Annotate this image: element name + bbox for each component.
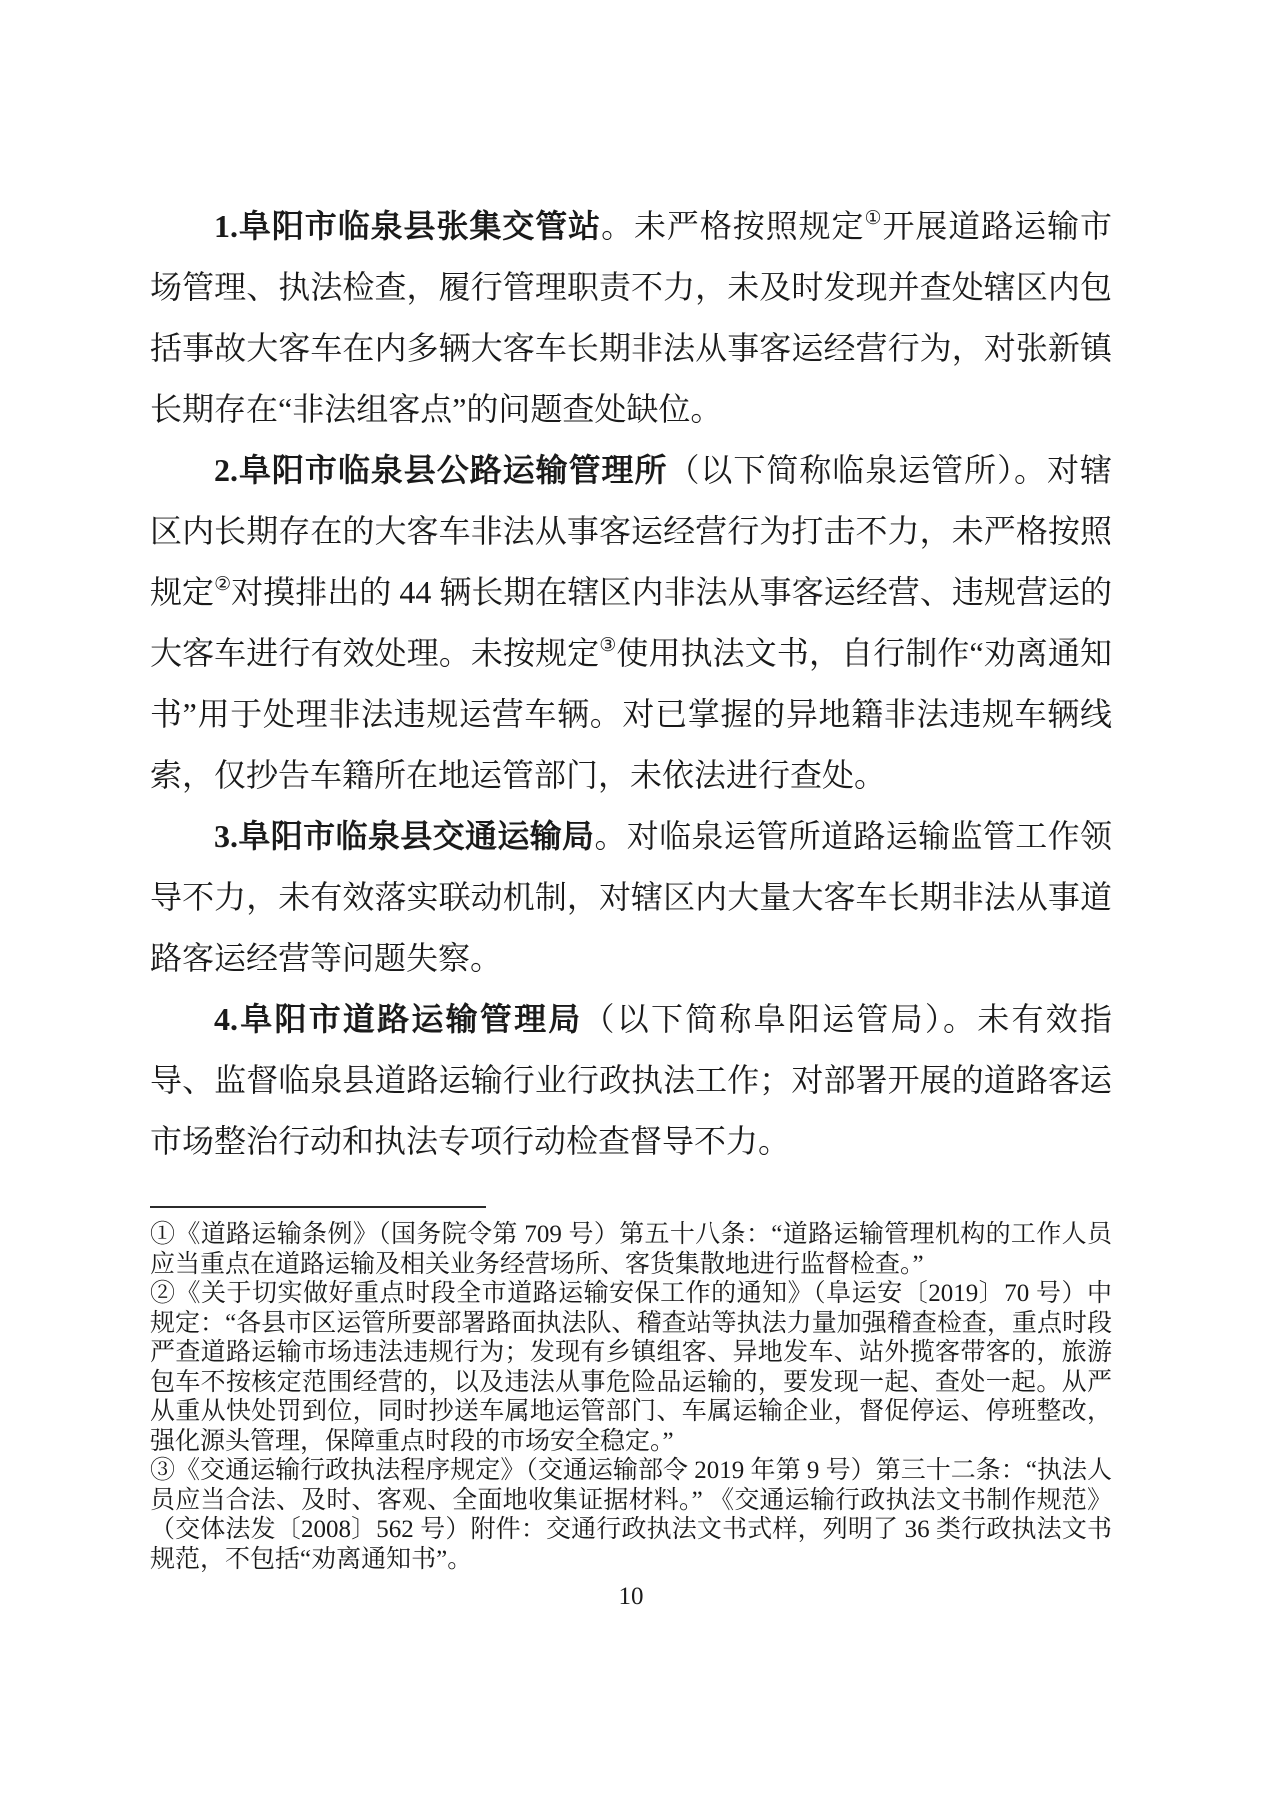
paragraph-text: 对摸排出的 44 辆长期在辖区内非法从事客运经营、违规营运的大客车进行有效处理。未按规定 [150, 574, 1112, 671]
body-paragraph [150, 440, 1112, 806]
footnote-item: ③《交通运输行政执法程序规定》（交通运输部令 2019 年第 9 号）第三十二条：“执法人员应当合法、及时、客观、全面地收集证据材料。” 《交通运输行政执法文书制作规范》（交体法发〔2008〕562 号）附件：交通行政执法文书式样，列明了 36 类行政执法文书规范，不包括“劝离通知书”。 [150, 1457, 1112, 1573]
footnote-item: ②《关于切实做好重点时段全市道路运输安保工作的通知》（阜运安〔2019〕70 号）中规定：“各县市区运管所要部署路面执法队、稽查站等执法力量加强稽查检查，重点时段严查道路运输市场违法违规行为；发现有乡镇组客、异地发车、站外揽客带客的，旅游包车不按核定范围经营的，以及违法从事危险品运输的，要发现一起、查处一起。从严从重从快处罚到位，同时抄送车属地运管部门、车属运输企业，督促停运、停班整改，强化源头管理，保障重点时段的市场安全稳定。” [150, 1280, 1112, 1455]
paragraph-text: 。对临泉运管所道路运输监管工作领导不力，未有效落实联动机制，对辖区内大量大客车长期非法从事道路客运经营等问题失察。 [150, 818, 1112, 976]
footnote-reference-mark: ② [214, 574, 232, 595]
body-paragraph [150, 806, 1112, 989]
paragraph-heading: 3.阜阳市临泉县交通运输局 [214, 818, 595, 854]
paragraph-heading: 1.阜阳市临泉县张集交管站 [214, 208, 602, 244]
document-body [150, 0, 1112, 1172]
footnote-reference-mark: ③ [599, 635, 617, 656]
paragraph-text: 。未严格按照规定 [601, 208, 865, 244]
body-paragraph [150, 196, 1112, 440]
footnote-reference-mark: ① [864, 208, 883, 229]
paragraph-heading: 4.阜阳市道路运输管理局 [214, 1001, 583, 1037]
paragraph-text: （以下简称临泉运管所）。对辖区内长期存在的大客车非法从事客运经营行为打击不力，未严格按照规定 [150, 452, 1112, 610]
page-number: 10 [618, 1583, 644, 1610]
body-paragraph [150, 989, 1112, 1172]
footnote-separator [150, 1206, 486, 1208]
page-content [150, 0, 1112, 1612]
footnote-item: ①《道路运输条例》（国务院令第 709 号）第五十八条：“道路运输管理机构的工作人员应当重点在道路运输及相关业务经营场所、客货集散地进行监督检查。” [150, 1221, 1112, 1278]
paragraph-text: （以下简称阜阳运管局）。未有效指导、监督临泉县道路运输行业行政执法工作；对部署开展的道路客运市场整治行动和执法专项行动检查督导不力。 [150, 1001, 1112, 1159]
paragraph-heading: 2.阜阳市临泉县公路运输管理所 [214, 452, 668, 488]
paragraph-text: 使用执法文书，自行制作“劝离通知书”用于处理非法违规运营车辆。对已掌握的异地籍非法违规车辆线索，仅抄告车籍所在地运管部门，未依法进行查处。 [150, 635, 1112, 793]
paragraph-text: 开展道路运输市场管理、执法检查，履行管理职责不力，未及时发现并查处辖区内包括事故大客车在内多辆大客车长期非法从事客运经营行为，对张新镇长期存在“非法组客点”的问题查处缺位。 [150, 208, 1112, 427]
footnotes-section [150, 1220, 1112, 1574]
